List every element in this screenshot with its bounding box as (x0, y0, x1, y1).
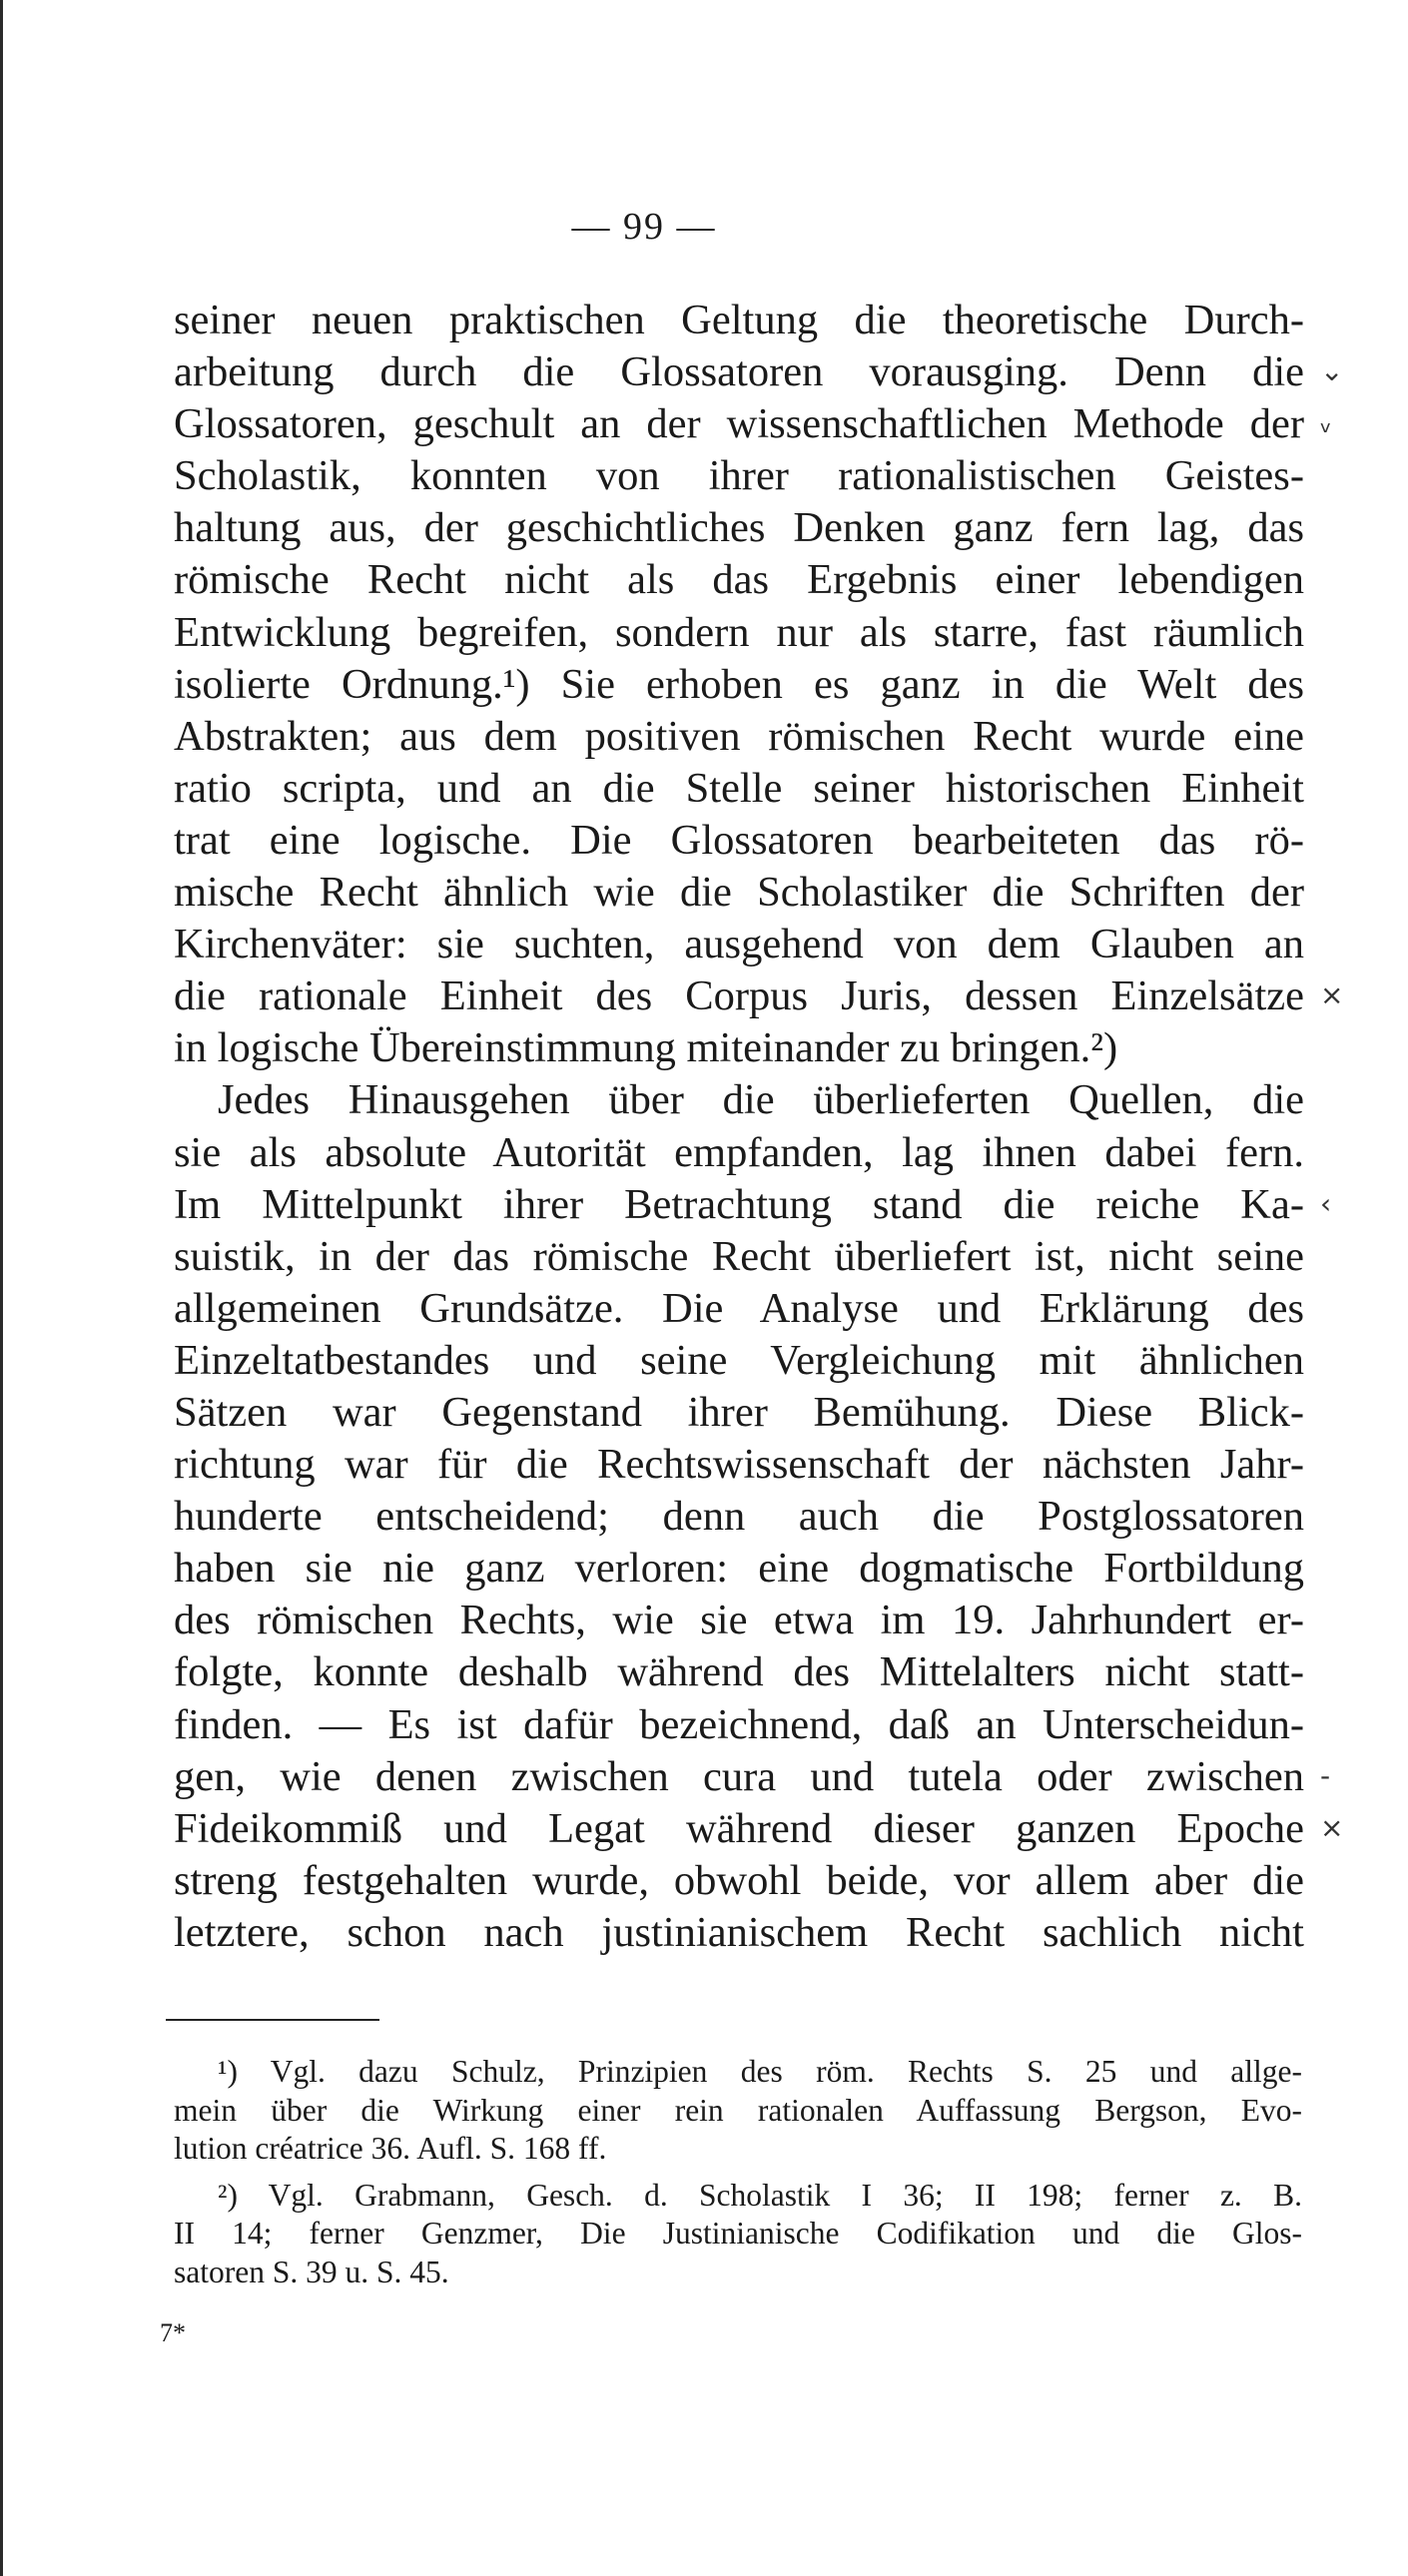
text-line: haben sie nie ganz verloren: eine dogmatische Fortbildung (174, 1545, 1304, 1593)
footnote-line: II 14; ferner Genzmer, Die Justinianische Codifikation und die Glos- (174, 2216, 1302, 2251)
footnote-line: satoren S. 39 u. S. 45. (174, 2254, 449, 2289)
text-line: Im Mittelpunkt ihrer Betrachtung stand die reiche Ka- (174, 1180, 1304, 1228)
text-line: Abstrakten; aus dem positiven römischen Recht wurde eine (174, 712, 1304, 760)
text-line: suistik, in der das römische Recht überliefert ist, nicht seine (174, 1232, 1304, 1280)
text-line: isolierte Ordnung.¹) Sie erhoben es ganz in die Welt des (174, 660, 1304, 708)
text-line: Entwicklung begreifen, sondern nur als starre, fast räumlich (174, 608, 1304, 656)
text-line: folgte, konnte deshalb während des Mittelalters nicht statt- (174, 1648, 1304, 1696)
text-line: Fideikommiß und Legat während dieser ganzen Epoche (174, 1804, 1304, 1852)
text-line: Glossatoren, geschult an der wissenschaftlichen Methode der (174, 400, 1304, 448)
footnote-line: ¹) Vgl. dazu Schulz, Prinzipien des röm. Rechts S. 25 und allge- (218, 2054, 1302, 2089)
footnote-rule (166, 2019, 379, 2021)
margin-mark: - (1320, 1758, 1331, 1792)
text-line: Kirchenväter: sie suchten, ausgehend von dem Glauben an (174, 921, 1304, 968)
page-edge (0, 0, 3, 2576)
text-line: finden. — Es ist dafür bezeichnend, daß an Unterscheidun- (174, 1700, 1304, 1748)
text-line: gen, wie denen zwischen cura und tutela oder zwischen (174, 1752, 1304, 1800)
text-line: die rationale Einheit des Corpus Juris, dessen Einzelsätze (174, 972, 1304, 1020)
footnote-gap (174, 2169, 1302, 2177)
page-number: — 99 — (571, 206, 717, 248)
text-line: allgemeinen Grundsätze. Die Analyse und Erklärung des (174, 1284, 1304, 1332)
text-line: des römischen Rechts, wie sie etwa im 19. Jahrhundert er- (174, 1597, 1304, 1644)
footnote-line: ²) Vgl. Grabmann, Gesch. d. Scholastik I 36; II 198; ferner z. B. (218, 2177, 1302, 2213)
text-line: sie als absolute Autorität empfanden, lag ihnen dabei fern. (174, 1128, 1304, 1176)
text-line: richtung war für die Rechtswissenschaft der nächsten Jahr- (174, 1441, 1304, 1489)
margin-mark: ᵥ (1320, 406, 1332, 440)
text-line: seiner neuen praktischen Geltung die theoretische Durch- (174, 297, 1304, 343)
margin-mark: ‹ (1320, 1186, 1332, 1220)
text-line: arbeitung durch die Glossatoren vorausging. Denn die (174, 348, 1304, 396)
body-text (174, 295, 1304, 1959)
signature-mark: 7* (160, 2318, 186, 2347)
text-line: Scholastik, konnten von ihrer rationalistischen Geistes- (174, 452, 1304, 500)
text-line: letztere, schon nach justinianischem Recht sachlich nicht (174, 1908, 1304, 1956)
text-line: Jedes Hinausgehen über die überlieferten Quellen, die (218, 1076, 1304, 1124)
margin-mark: × (1320, 1810, 1344, 1844)
text-line: römische Recht nicht als das Ergebnis einer lebendigen (174, 556, 1304, 604)
text-line: streng festgehalten wurde, obwohl beide, vor allem aber die (174, 1856, 1304, 1904)
text-line: ratio scripta, und an die Stelle seiner historischen Einheit (174, 764, 1304, 812)
footnotes (174, 2053, 1302, 2291)
footnote-line: lution créatrice 36. Aufl. S. 168 ff. (174, 2131, 607, 2166)
text-line: in logische Übereinstimmung miteinander zu bringen.²) (174, 1024, 1118, 1072)
text-line: trat eine logische. Die Glossatoren bearbeiteten das rö- (174, 816, 1304, 864)
text-line: Einzeltatbestandes und seine Vergleichung mit ähnlichen (174, 1336, 1304, 1384)
text-line: mische Recht ähnlich wie die Scholastiker die Schriften der (174, 869, 1304, 917)
text-line: haltung aus, der geschichtliches Denken ganz fern lag, das (174, 504, 1304, 552)
margin-mark: × (1320, 978, 1344, 1012)
footnote-line: mein über die Wirkung einer rein rationalen Auffassung Bergson, Evo- (174, 2092, 1302, 2128)
text-line: hunderte entscheidend; denn auch die Postglossatoren (174, 1493, 1304, 1541)
text-line: Sätzen war Gegenstand ihrer Bemühung. Diese Blick- (174, 1388, 1304, 1436)
margin-mark: ⌄ (1320, 354, 1344, 388)
